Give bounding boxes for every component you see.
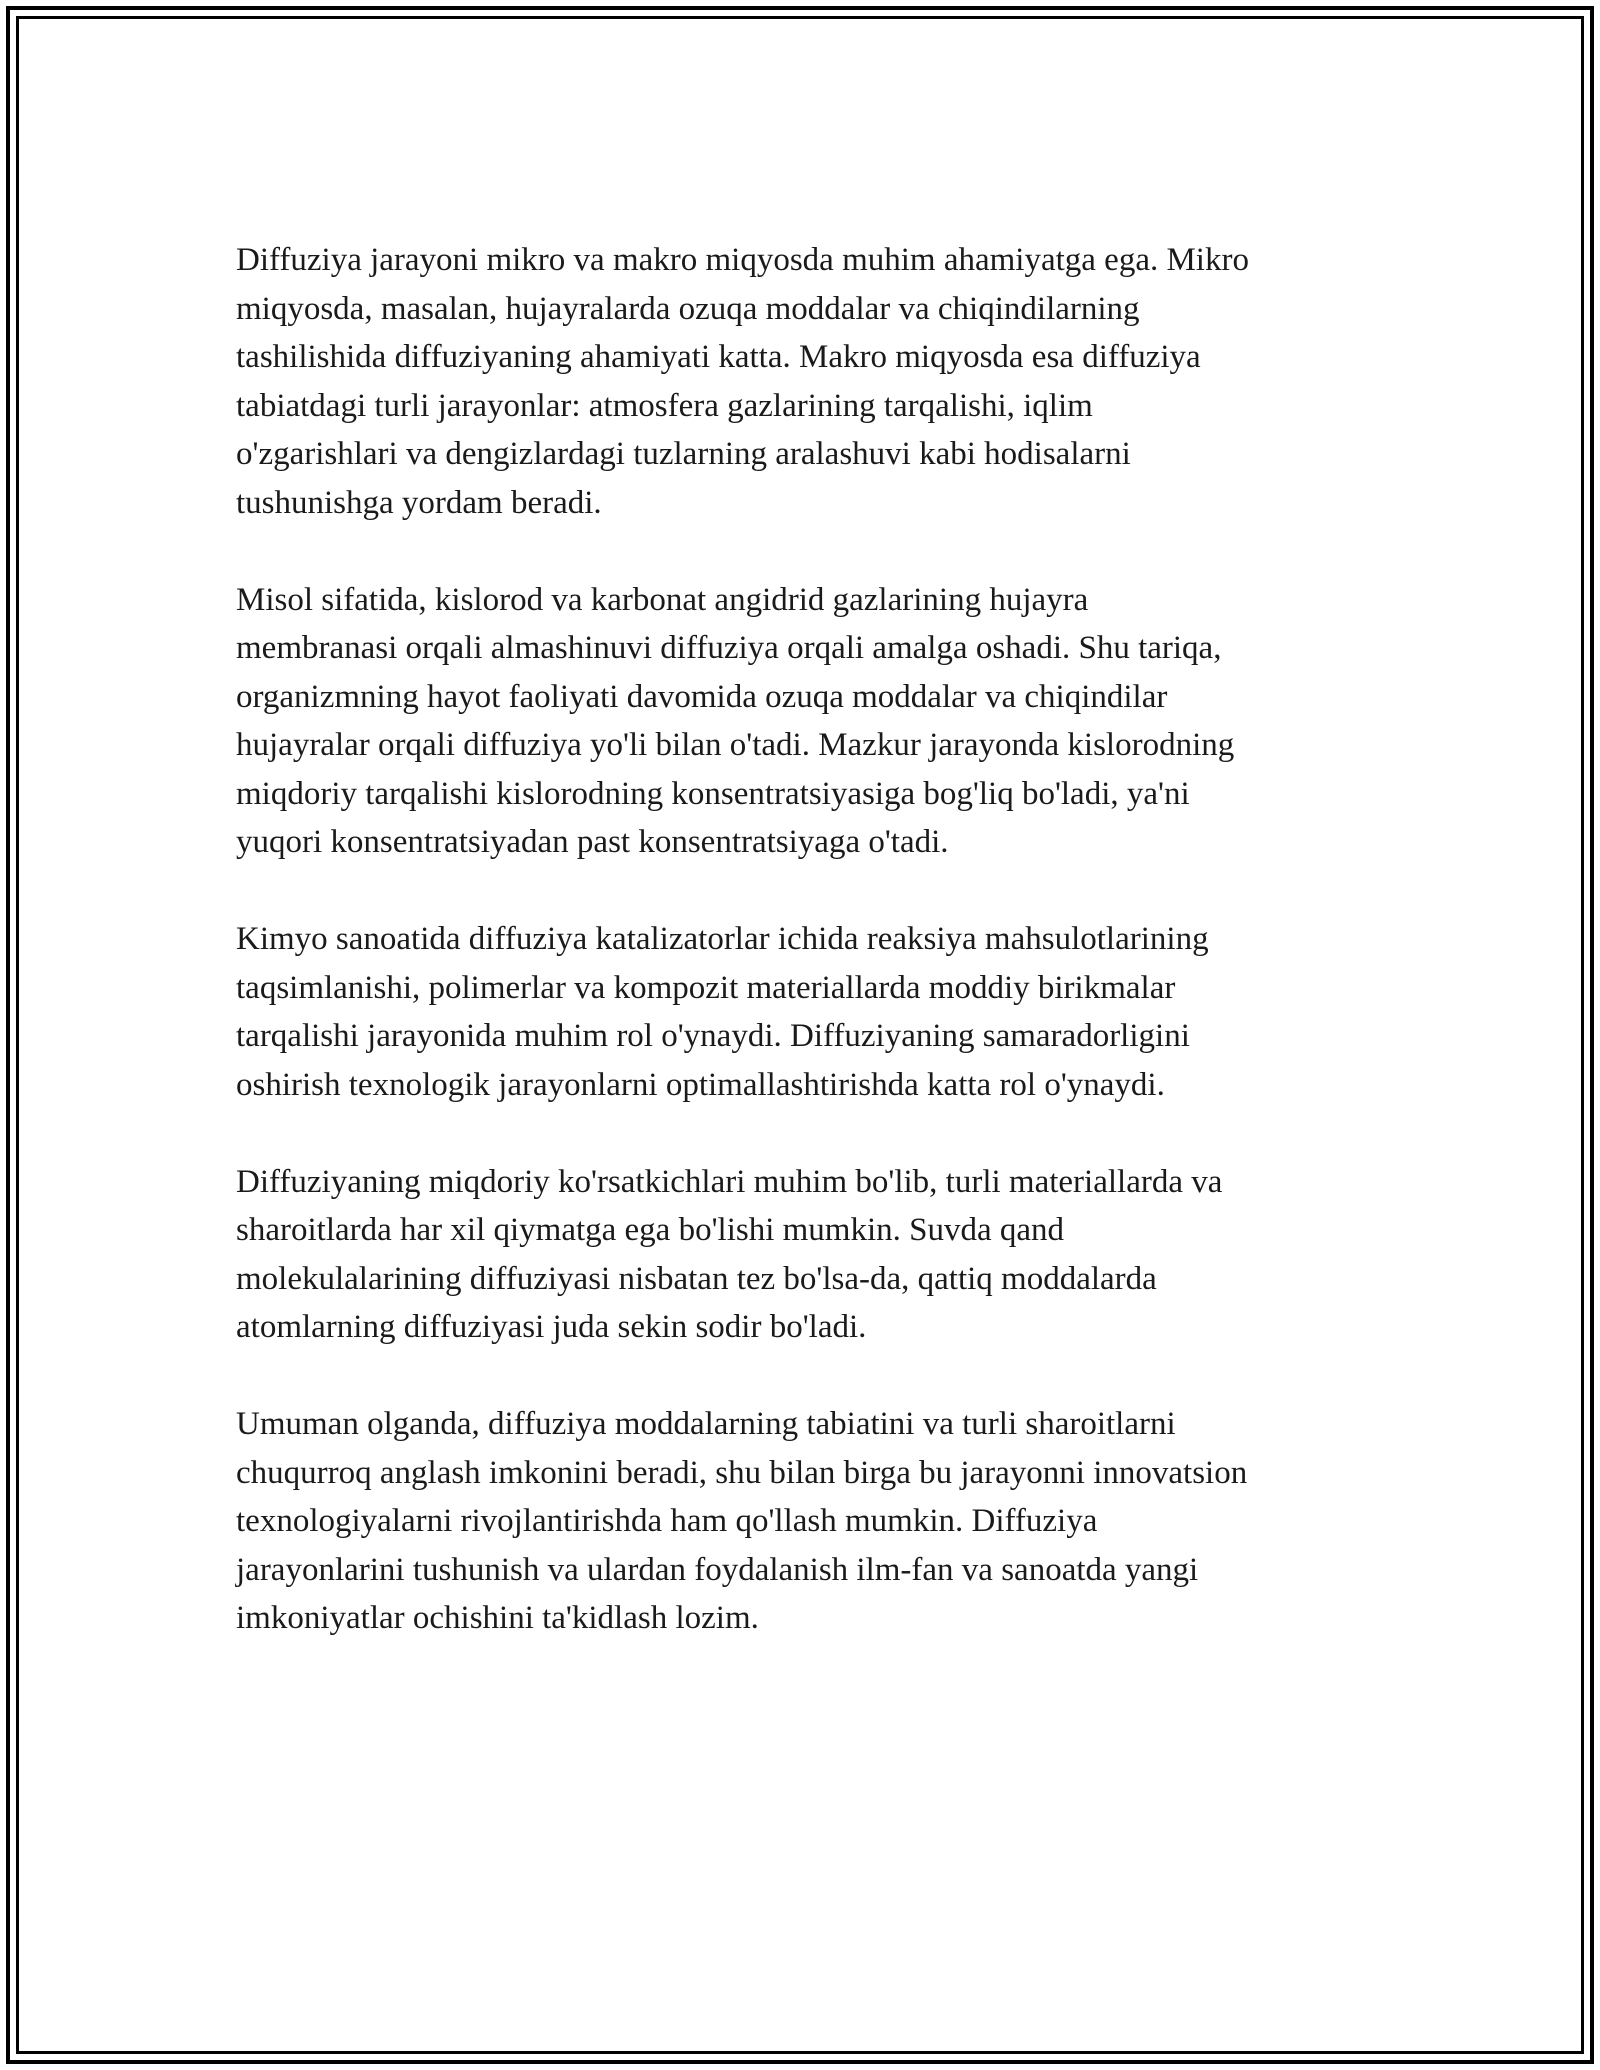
paragraph-line: taqsimlanishi, polimerlar va kompozit materiallarda moddiy birikmalar [236,969,1176,1006]
paragraph-line: molekulalarining diffuziyasi nisbatan tez bo'lsa-da, qattiq moddalarda [236,1260,1157,1297]
paragraph-line: atomlarning diffuziyasi juda sekin sodir bo'ladi. [236,1309,867,1345]
paragraph-5 [236,1400,1366,1643]
paragraph-line: Misol sifatida, kislorod va karbonat angidrid gazlarining hujayra [236,581,1089,618]
paragraph-line: organizmning hayot faoliyati davomida ozuqa moddalar va chiqindilar [236,678,1168,715]
paragraph-line: tarqalishi jarayonida muhim rol o'ynaydi. Diffuziyaning samaradorligini [236,1018,1190,1054]
paragraph-line: oshirish texnologik jarayonlarni optimallashtirishda katta rol o'ynaydi. [236,1066,1165,1103]
paragraph-line: membranasi orqali almashinuvi diffuziya orqali amalga oshadi. Shu tariqa, [236,630,1222,666]
paragraph-line: tashilishida diffuziyaning ahamiyati katta. Makro miqyosda esa diffuziya [236,339,1201,375]
paragraph-4 [236,1158,1366,1352]
paragraph-line: miqdoriy tarqalishi kislorodning konsentratsiyasiga bog'liq bo'ladi, ya'ni [236,775,1190,812]
paragraph-1 [236,236,1366,527]
paragraph-line: texnologiyalarni rivojlantirishda ham qo'llash mumkin. Diffuziya [236,1503,1098,1539]
paragraph-line: chuqurroq anglash imkonini beradi, shu bilan birga bu jarayonni innovatsion [236,1454,1248,1491]
paragraph-line: o'zgarishlari va dengizlardagi tuzlarning aralashuvi kabi hodisalarni [236,436,1131,472]
paragraph-line: tabiatdagi turli jarayonlar: atmosfera gazlarining tarqalishi, iqlim [236,387,1093,424]
paragraph-line: Kimyo sanoatida diffuziya katalizatorlar ichida reaksiya mahsulotlarining [236,921,1209,957]
paragraph-line: tushunishga yordam beradi. [236,484,602,521]
paragraph-line: Diffuziya jarayoni mikro va makro miqyosda muhim ahamiyatga ega. Mikro [236,242,1249,278]
paragraph-line: hujayralar orqali diffuziya yo'li bilan o'tadi. Mazkur jarayonda kislorodning [236,727,1235,763]
paragraph-line: miqyosda, masalan, hujayralarda ozuqa moddalar va chiqindilarning [236,290,1140,327]
paragraph-line: sharoitlarda har xil qiymatga ega bo'lishi mumkin. Suvda qand [236,1212,1065,1248]
paragraph-line: jarayonlarini tushunish va ulardan foydalanish ilm-fan va sanoatda yangi [236,1551,1199,1588]
paragraph-3 [236,915,1366,1109]
paragraph-line: imkoniyatlar ochishini ta'kidlash lozim. [236,1600,759,1636]
paragraph-line: yuqori konsentratsiyadan past konsentratsiyaga o'tadi. [236,824,949,860]
document-body [236,236,1366,1691]
paragraph-2 [236,576,1366,867]
paragraph-line: Diffuziyaning miqdoriy ko'rsatkichlari muhim bo'lib, turli materiallarda va [236,1163,1223,1200]
paragraph-line: Umuman olganda, diffuziya moddalarning tabiatini va turli sharoitlarni [236,1406,1176,1442]
